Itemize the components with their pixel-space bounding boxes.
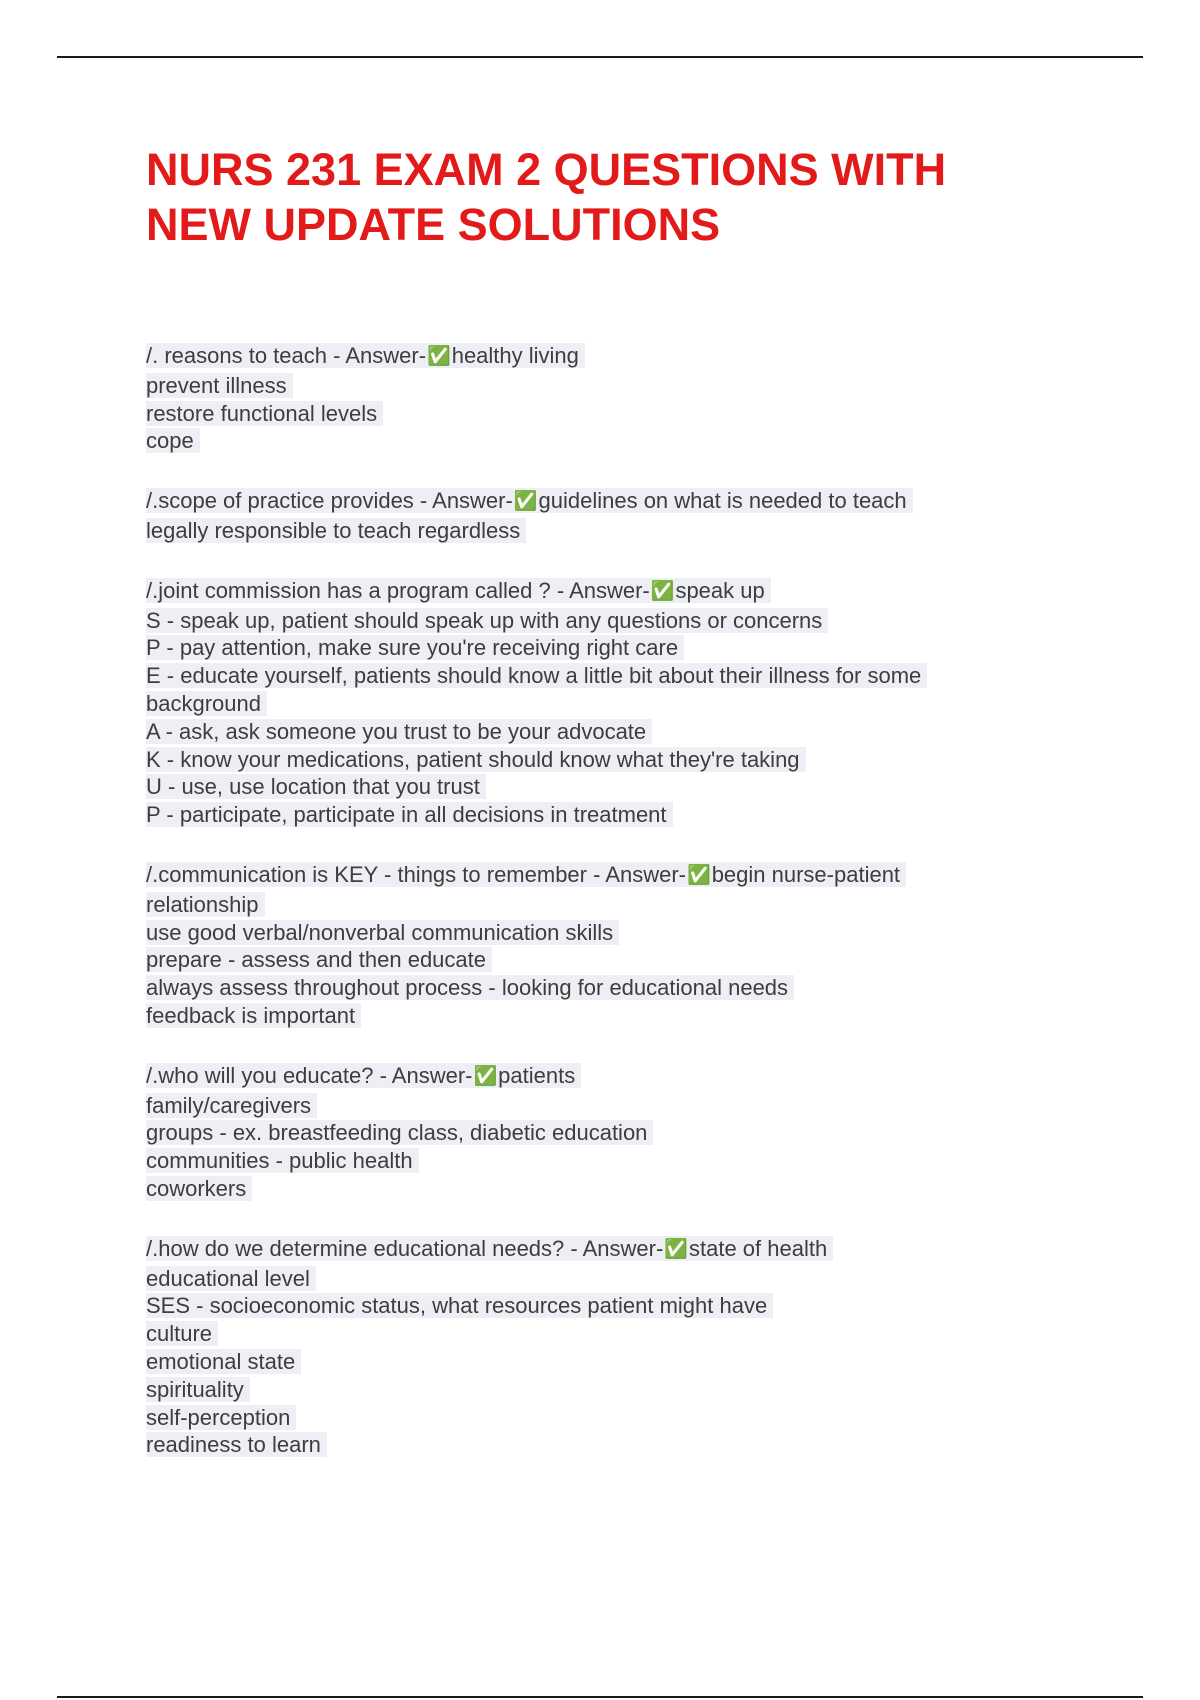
qa-answer-text: relationship	[146, 892, 265, 917]
qa-answer-text: P - participate, participate in all decisions in treatment	[146, 802, 673, 827]
qa-answer-text: cope	[146, 428, 200, 453]
qa-answer-line	[146, 718, 1076, 746]
document-title	[146, 142, 1106, 252]
qa-answer-line	[146, 891, 1076, 919]
qa-answer-line	[146, 427, 1076, 455]
qa-answer-line	[146, 517, 1076, 545]
qa-answer-text: communities - public health	[146, 1148, 419, 1173]
check-mark-icon: ✅	[473, 1065, 498, 1087]
qa-question: /.scope of practice provides - Answer-	[146, 488, 513, 514]
qa-question-line	[146, 1235, 1076, 1265]
qa-answer-text: self-perception	[146, 1405, 296, 1430]
qa-answer-text: emotional state	[146, 1349, 301, 1374]
qa-answer-line	[146, 801, 1076, 829]
check-mark-icon: ✅	[427, 346, 451, 367]
qa-answer-text: S - speak up, patient should speak up with any questions or concerns	[146, 608, 828, 633]
qa-answer-line	[146, 1092, 1076, 1120]
qa-answer-text: U - use, use location that you trust	[146, 774, 486, 799]
qa-question-highlight	[146, 862, 906, 887]
qa-answer-text: spirituality	[146, 1377, 250, 1402]
qa-answer-first: begin nurse-patient	[711, 861, 901, 887]
qa-answer-line	[146, 1002, 1076, 1030]
qa-answer-text: groups - ex. breastfeeding class, diabetic education	[146, 1120, 653, 1145]
qa-answer-text: family/caregivers	[146, 1093, 317, 1118]
check-mark-icon: ✅	[664, 1238, 688, 1260]
qa-question-highlight	[146, 488, 913, 513]
qa-answer-line	[146, 1348, 1076, 1376]
qa-answer-text: culture	[146, 1321, 218, 1346]
qa-list	[146, 342, 1076, 1491]
qa-answer-line	[146, 634, 1076, 662]
qa-answer-line	[146, 1404, 1076, 1432]
qa-answer-text: A - ask, ask someone you trust to be your advocate	[146, 719, 652, 744]
check-mark-icon: ✅	[650, 580, 675, 602]
qa-answer-line	[146, 607, 1076, 635]
qa-question: /.how do we determine educational needs? - Answer-	[146, 1235, 664, 1261]
qa-question-highlight	[146, 1063, 581, 1088]
qa-question-line	[146, 342, 1076, 372]
qa-answer-line	[146, 974, 1076, 1002]
qa-answer-text: legally responsible to teach regardless	[146, 518, 526, 543]
qa-answer-text: background	[146, 691, 267, 716]
qa-answer-text: feedback is important	[146, 1003, 361, 1028]
qa-question-highlight	[146, 343, 585, 368]
qa-answer-line	[146, 1265, 1076, 1293]
qa-answer-line	[146, 1147, 1076, 1175]
qa-answer-first: healthy living	[451, 343, 579, 368]
qa-answer-line	[146, 662, 1076, 690]
qa-answer-text: P - pay attention, make sure you're receiving right care	[146, 635, 684, 660]
qa-answer-line	[146, 1431, 1076, 1459]
qa-answer-line	[146, 773, 1076, 801]
qa-answer-text: coworkers	[146, 1176, 252, 1201]
qa-answer-text: educational level	[146, 1266, 316, 1291]
qa-answer-text: E - educate yourself, patients should know a little bit about their illness for some	[146, 663, 927, 688]
qa-answer-first: patients	[498, 1062, 576, 1088]
check-mark-icon: ✅	[513, 491, 538, 513]
qa-answer-line	[146, 1376, 1076, 1404]
qa-answer-text: always assess throughout process - looking for educational needs	[146, 975, 794, 1000]
qa-answer-text: restore functional levels	[146, 401, 383, 426]
qa-answer-first: guidelines on what is needed to teach	[538, 488, 907, 514]
qa-item	[146, 861, 1076, 1030]
qa-question-line	[146, 861, 1076, 891]
qa-answer-line	[146, 1320, 1076, 1348]
header-rule	[57, 56, 1143, 58]
qa-answer-line	[146, 746, 1076, 774]
qa-question: /.who will you educate? - Answer-	[146, 1062, 473, 1088]
qa-answer-line	[146, 400, 1076, 428]
qa-question-line	[146, 577, 1076, 607]
footer-rule	[57, 1696, 1143, 1698]
qa-question: /.joint commission has a program called ? - Answer-	[146, 577, 650, 603]
qa-question-line	[146, 487, 1076, 517]
qa-item	[146, 487, 1076, 545]
qa-question-highlight	[146, 578, 771, 603]
qa-item	[146, 1062, 1076, 1203]
qa-answer-text: use good verbal/nonverbal communication skills	[146, 920, 619, 945]
qa-answer-line	[146, 1292, 1076, 1320]
qa-answer-text: readiness to learn	[146, 1432, 327, 1457]
qa-answer-text: prepare - assess and then educate	[146, 947, 492, 972]
qa-item	[146, 342, 1076, 455]
qa-answer-line	[146, 946, 1076, 974]
qa-answer-line	[146, 372, 1076, 400]
qa-answer-line	[146, 1119, 1076, 1147]
qa-answer-line	[146, 919, 1076, 947]
qa-answer-first: state of health	[688, 1235, 828, 1261]
qa-question-line	[146, 1062, 1076, 1092]
qa-question: /. reasons to teach - Answer-	[146, 343, 427, 368]
qa-item	[146, 577, 1076, 829]
qa-answer-text: K - know your medications, patient should know what they're taking	[146, 747, 806, 772]
qa-answer-text: SES - socioeconomic status, what resources patient might have	[146, 1293, 773, 1318]
check-mark-icon: ✅	[687, 864, 711, 886]
qa-answer-line	[146, 1175, 1076, 1203]
qa-question-highlight	[146, 1236, 833, 1261]
qa-answer-first: speak up	[675, 577, 765, 603]
title-line-2: NEW UPDATE SOLUTIONS	[146, 199, 721, 250]
qa-item	[146, 1235, 1076, 1459]
qa-answer-text: prevent illness	[146, 373, 293, 398]
qa-question: /.communication is KEY - things to remember - Answer-	[146, 861, 687, 887]
qa-answer-line	[146, 690, 1076, 718]
title-line-1: NURS 231 EXAM 2 QUESTIONS WITH	[146, 144, 947, 195]
